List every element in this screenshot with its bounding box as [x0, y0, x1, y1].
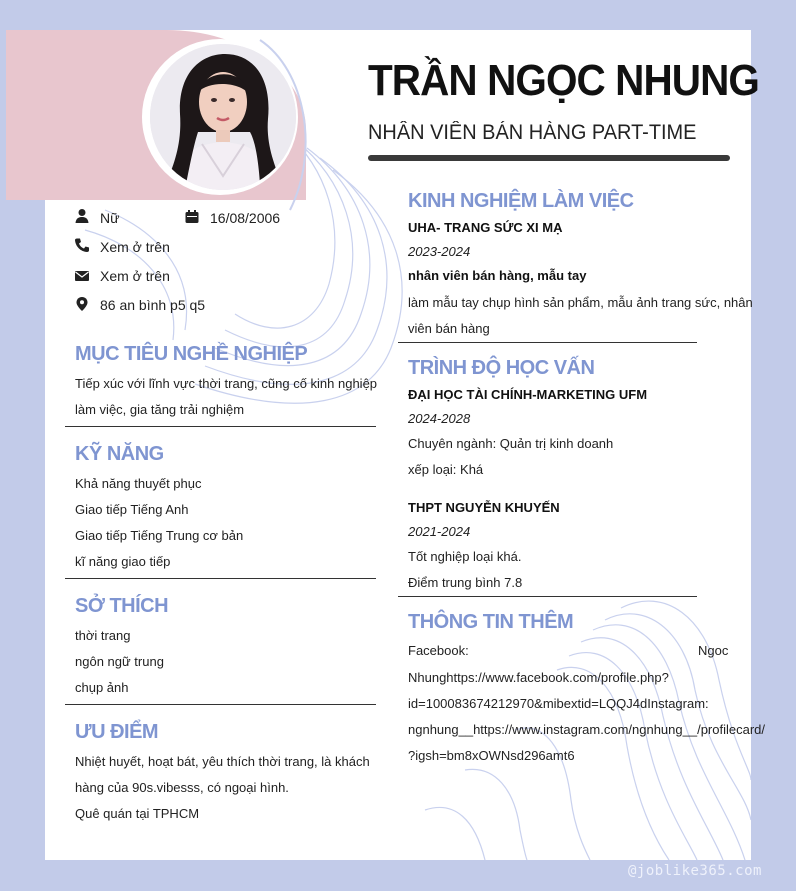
facebook-link[interactable]: Nhunghttps://www.facebook.com/profile.php? — [408, 670, 669, 685]
hobby-item: ngôn ngữ trung — [75, 654, 164, 669]
section-divider — [65, 426, 376, 427]
objective-heading: MỤC TIÊU NGHỀ NGHIỆP — [75, 343, 308, 365]
location-pin-icon — [74, 296, 90, 312]
strengths-line-2: hàng của 90s.vibesss, có ngoại hình. — [75, 780, 289, 795]
avatar — [150, 44, 296, 190]
facebook-id-instagram[interactable]: id=100083674212970&mibextid=LQQJ4dInstagram: — [408, 696, 709, 711]
instagram-query: ?igsh=bm8xOWNsd296amt6 — [408, 748, 575, 763]
gender-value: Nữ — [100, 210, 120, 226]
section-divider — [398, 596, 697, 597]
strengths-line-3: Quê quán tại TPHCM — [75, 806, 200, 821]
strengths-heading: ƯU ĐIỂM — [75, 721, 159, 743]
user-icon — [74, 208, 90, 224]
strengths-line-1: Nhiệt huyết, hoạt bát, yêu thích thời trang, là khách — [75, 754, 370, 769]
phone-value: Xem ở trên — [100, 239, 170, 255]
envelope-icon — [74, 268, 90, 284]
education-note-2b: Điểm trung bình 7.8 — [408, 575, 523, 590]
extra-heading: THÔNG TIN THÊM — [408, 611, 574, 633]
candidate-name: TRẦN NGỌC NHUNG — [368, 56, 759, 105]
title-divider — [368, 155, 730, 161]
experience-position: nhân viên bán hàng, mẫu tay — [408, 268, 587, 283]
skill-item: Khả năng thuyết phục — [75, 476, 202, 491]
portrait-photo — [150, 44, 296, 190]
skill-item: Giao tiếp Tiếng Trung cơ bản — [75, 528, 244, 543]
address-value: 86 an bình p5 q5 — [100, 297, 206, 313]
education-period-2: 2021-2024 — [408, 524, 471, 539]
facebook-name: Ngoc — [698, 643, 729, 658]
section-divider — [65, 578, 376, 579]
education-school-2: THPT NGUYỄN KHUYẾN — [408, 500, 560, 515]
experience-heading: KINH NGHIỆM LÀM VIỆC — [408, 190, 634, 212]
hobby-item: chụp ảnh — [75, 680, 129, 695]
site-watermark: @joblike365.com — [628, 863, 762, 879]
education-major-1: Chuyên ngành: Quản trị kinh doanh — [408, 436, 614, 451]
skill-item: kĩ năng giao tiếp — [75, 554, 171, 569]
objective-line-1: Tiếp xúc với lĩnh vực thời trang, cũng cố kinh nghiệp — [75, 376, 378, 391]
experience-company: UHA- TRANG SỨC XI MẠ — [408, 220, 563, 235]
hobby-item: thời trang — [75, 628, 131, 643]
experience-desc-2: viên bán hàng — [408, 321, 490, 336]
education-school-1: ĐẠI HỌC TÀI CHÍNH-MARKETING UFM — [408, 387, 648, 402]
facebook-label: Facebook: — [408, 643, 469, 658]
experience-desc-1: làm mẫu tay chụp hình sản phẩm, mẫu ảnh trang sức, nhân — [408, 295, 753, 310]
education-note-2a: Tốt nghiệp loại khá. — [408, 549, 522, 564]
email-value: Xem ở trên — [100, 268, 170, 284]
education-rank-1: xếp loại: Khá — [408, 462, 484, 477]
hobbies-heading: SỞ THÍCH — [75, 595, 169, 617]
objective-line-2: làm việc, gia tăng trải nghiệm — [75, 402, 245, 417]
section-divider — [65, 704, 376, 705]
calendar-icon — [184, 209, 200, 225]
candidate-role: NHÂN VIÊN BÁN HÀNG PART-TIME — [368, 121, 697, 144]
section-divider — [398, 342, 697, 343]
education-period-1: 2024-2028 — [408, 411, 471, 426]
phone-icon — [74, 237, 90, 253]
experience-period: 2023-2024 — [408, 244, 471, 259]
skill-item: Giao tiếp Tiếng Anh — [75, 502, 189, 517]
education-heading: TRÌNH ĐỘ HỌC VẤN — [408, 357, 595, 379]
birthdate-value: 16/08/2006 — [210, 210, 281, 226]
instagram-link[interactable]: ngnhung__https://www.instagram.com/ngnhung__/profilecard/ — [408, 722, 765, 737]
skills-heading: KỸ NĂNG — [75, 443, 164, 465]
